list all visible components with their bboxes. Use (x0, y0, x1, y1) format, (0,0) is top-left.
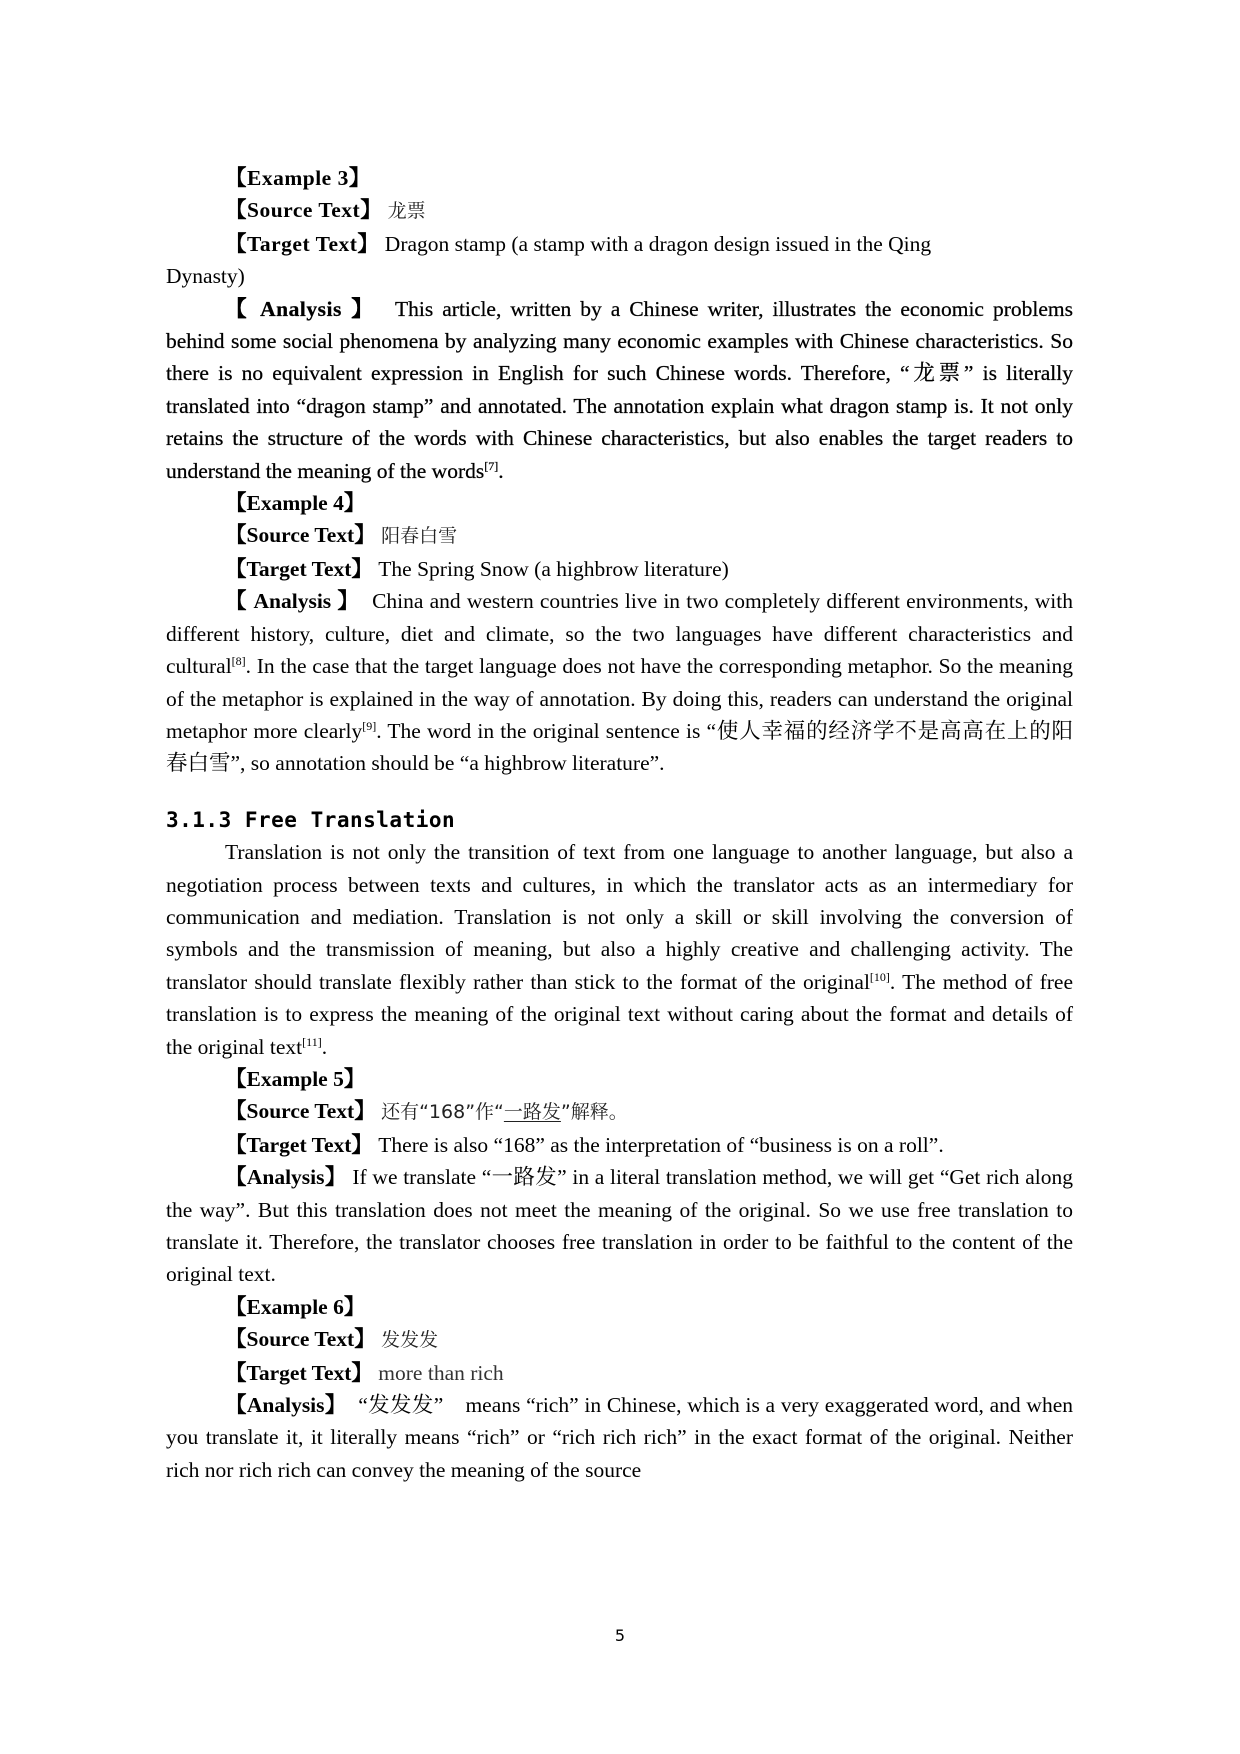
source-text: 阳春白雪 (381, 525, 458, 548)
citation-7: [7] (484, 458, 499, 473)
example-4-analysis: 【 Analysis 】 China and western countries live in two completely different environments, with different history, culture, diet and climate, so the two languages have different characteristics and cultural[8]. In the case that the target language does not have the corresponding metaphor. So the meaning of the metaphor is explained in the way of annotation. By doing this, readers can understand the original metaphor more clearly[9]. The word in the original sentence is “使人幸福的经济学不是高高在上的阳春白雪”, so annotation should be “a highbrow literature”. (166, 589, 1074, 776)
example-6 (166, 1291, 1073, 1486)
example-4-target (166, 553, 1073, 585)
target-text: There is also “168” as the interpretation of “business is on a roll”. (378, 1132, 944, 1157)
example-5 (166, 1063, 1073, 1291)
example-3-title: 【Example 3】 (225, 166, 371, 190)
target-label: 【Target Text】 (225, 556, 373, 581)
analysis-label: 【 Analysis 】 (225, 589, 360, 614)
target-text: more than rich (378, 1360, 504, 1385)
citation-9: [9] (362, 718, 377, 733)
source-text: 还有“168”作“一路发”解释。 (381, 1101, 628, 1124)
example-5-target (166, 1129, 1073, 1161)
section-paragraph: Translation is not only the transition of text from one language to another language, but also a negotiation process between texts and cultures, in which the translator acts as an intermediary for communication and mediation. Translation is not only a skill or skill involving the conversion of symbols and the transmission of meaning, but also a highly creative and challenging activity. The translator should translate flexibly rather than stick to the format of the original[10]. The method of free translation is to express the meaning of the original text without caring about the format and details of the original text[11]. (166, 840, 1074, 1059)
citation-8: [8] (231, 654, 246, 669)
section-heading: 3.1.3 Free Translation (166, 807, 456, 832)
example-6-analysis: 【Analysis】 “发发发” means “rich” in Chinese, which is a very exaggerated word, and when you translate it, it literally means “rich” or “rich rich rich” in the exact format of the original. Neither rich nor rich rich can convey the meaning of the source (166, 1393, 1073, 1482)
source-label: 【Source Text】 (225, 198, 383, 223)
example-5-analysis: 【Analysis】 If we translate “一路发” in a literal translation method, we will get “Get rich along the way”. But this translation does not meet the meaning of the original. So we use free translation to translate it. Therefore, the translator chooses free translation in order to be faithful to the content of the original text. (166, 1165, 1074, 1287)
source-text: 龙票 (387, 200, 426, 223)
example-6-source (166, 1323, 1073, 1356)
underlined-phrase: 一路发 (503, 1101, 561, 1124)
document-page (166, 162, 1073, 1486)
example-3-target-continued: Dynasty) (166, 264, 245, 289)
example-5-title: 【Example 5】 (225, 1066, 366, 1091)
example-4 (166, 487, 1073, 780)
example-5-source (166, 1095, 1073, 1128)
target-label: 【Target Text】 (225, 231, 380, 256)
source-label: 【Source Text】 (225, 523, 376, 548)
source-label: 【Source Text】 (225, 1099, 376, 1124)
source-text: 发发发 (381, 1329, 439, 1352)
citation-11: [11] (302, 1034, 322, 1049)
example-4-source (166, 519, 1073, 552)
example-3-target (166, 228, 1073, 260)
example-3 (166, 162, 1073, 487)
example-6-title: 【Example 6】 (225, 1294, 366, 1319)
source-label: 【Source Text】 (225, 1327, 376, 1352)
example-3-source (166, 194, 1073, 227)
target-label: 【Target Text】 (225, 1132, 373, 1157)
example-4-title: 【Example 4】 (225, 491, 366, 516)
example-3-analysis: 【 Analysis 】 This article, written by a Chinese writer, illustrates the economic problems behind some social phenomena by analyzing many economic examples with Chinese characteristics. So there is no equivalent expression in English for such Chinese words. Therefore, “龙票” is literally translated into “dragon stamp” and annotated. The annotation explain what dragon stamp is. It not only retains the structure of the words with Chinese characteristics, but also enables the target readers to understand the meaning of the words[7]. (166, 296, 1073, 483)
analysis-label: 【Analysis】 (225, 1393, 347, 1418)
target-text: The Spring Snow (a highbrow literature) (378, 556, 729, 581)
target-label: 【Target Text】 (225, 1360, 373, 1385)
example-6-target (166, 1357, 1073, 1389)
analysis-label: 【 Analysis 】 (225, 296, 377, 321)
page-number: 5 (614, 1626, 626, 1645)
citation-10: [10] (869, 969, 890, 984)
target-text: Dragon stamp (a stamp with a dragon design issued in the Qing (384, 231, 932, 256)
analysis-label: 【Analysis】 (225, 1165, 347, 1190)
